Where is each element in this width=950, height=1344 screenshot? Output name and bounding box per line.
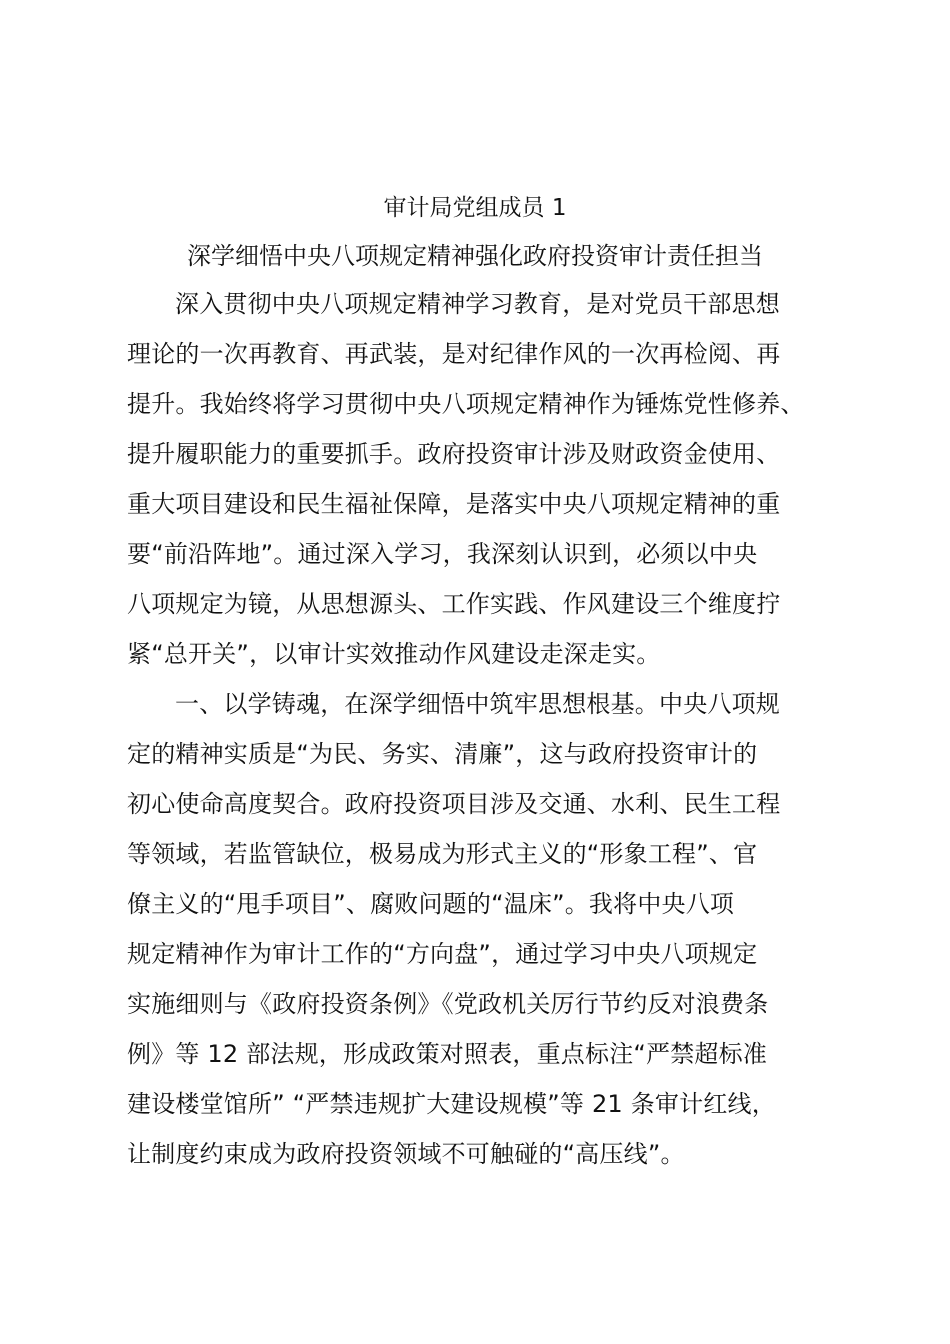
paragraph-line: 僚主义的“甩手项目”、腐败问题的“温床”。我将中央八项 — [127, 890, 735, 918]
paragraph-line: 让制度约束成为政府投资领域不可触碰的“高压线”。 — [127, 1140, 685, 1168]
paragraph-line: 深入贯彻中央八项规定精神学习教育，是对党员干部思想 — [175, 290, 780, 318]
paragraph-line: 建设楼堂馆所” “严禁违规扩大建设规模”等 21 条审计红线， — [127, 1090, 776, 1118]
paragraph-line: 等领域，若监管缺位，极易成为形式主义的“形象工程”、官 — [127, 840, 758, 868]
paragraph-line: 实施细则与《政府投资条例》《党政机关厉行节约反对浪费条 — [127, 990, 769, 1018]
paragraph-line: 规定精神作为审计工作的“方向盘”，通过学习中央八项规定 — [127, 940, 758, 968]
paragraph-line: 初心使命高度契合。政府投资项目涉及交通、水利、民生工程 — [127, 790, 781, 818]
paragraph-line: 八项规定为镜，从思想源头、工作实践、作风建设三个维度拧 — [127, 590, 781, 618]
paragraph-line: 提升履职能力的重要抓手。政府投资审计涉及财政资金使用、 — [127, 440, 781, 468]
document-title: 深学细悟中央八项规定精神强化政府投资审计责任担当 — [187, 242, 763, 270]
paragraph-line: 例》等 12 部法规，形成政策对照表，重点标注“严禁超标准 — [127, 1040, 768, 1068]
paragraph-line: 定的精神实质是“为民、务实、清廉”，这与政府投资审计的 — [127, 740, 758, 768]
paragraph-line: 理论的一次再教育、再武装，是对纪律作风的一次再检阅、再 — [127, 340, 781, 368]
paragraph-line: 紧“总开关”，以审计实效推动作风建设走深走实。 — [127, 640, 661, 668]
paragraph-line: 要“前沿阵地”。通过深入学习，我深刻认识到，必须以中央 — [127, 540, 758, 568]
author-line: 审计局党组成员 1 — [383, 195, 567, 221]
paragraph-line: 重大项目建设和民生福祉保障，是落实中央八项规定精神的重 — [127, 490, 781, 518]
paragraph-line: 提升。我始终将学习贯彻中央八项规定精神作为锤炼党性修养、 — [127, 390, 805, 418]
paragraph-line: 一、以学铸魂，在深学细悟中筑牢思想根基。中央八项规 — [175, 690, 780, 718]
